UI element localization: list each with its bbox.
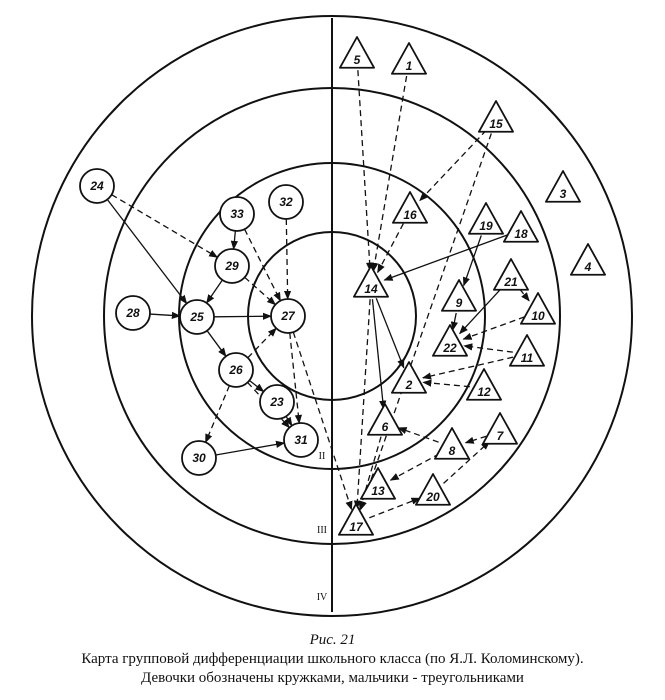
edge-21-10	[520, 289, 529, 301]
girl-node-32	[269, 185, 303, 219]
edge-23-31	[286, 416, 292, 425]
edge-17-20	[369, 498, 419, 518]
node-label: 16	[403, 208, 417, 222]
node-label: 12	[477, 385, 491, 399]
edge-8-6	[398, 428, 438, 442]
node-label: 8	[448, 444, 456, 458]
girl-node-31	[284, 423, 318, 457]
node-label: 32	[279, 195, 293, 209]
boy-node-9	[442, 280, 476, 311]
caption-line-2: Девочки обозначены кружками, мальчики - треугольниками	[141, 670, 524, 686]
node-label: 22	[443, 341, 457, 355]
boy-node-15	[479, 101, 513, 132]
boy-node-16	[393, 192, 427, 223]
boy-node-21	[494, 259, 528, 290]
boy-node-20	[416, 474, 450, 505]
edge-15-16	[420, 130, 486, 200]
girl-node-26	[219, 353, 253, 387]
node-label: 14	[364, 282, 378, 296]
boy-node-13	[361, 468, 395, 499]
boy-node-11	[510, 335, 544, 366]
edge-25-27	[214, 316, 271, 317]
node-label: 23	[270, 395, 284, 409]
edge-14-17	[357, 299, 370, 509]
nodes-layer	[80, 37, 605, 535]
node-label: 2	[405, 378, 413, 392]
girl-node-30	[182, 441, 216, 475]
girl-node-28	[116, 296, 150, 330]
node-label: 11	[520, 351, 534, 365]
node-label: 10	[531, 309, 545, 323]
girl-node-27	[271, 299, 305, 333]
figure-number: Рис. 21	[309, 632, 356, 648]
caption	[0, 630, 665, 688]
edge-12-2	[423, 382, 470, 386]
edge-9-22	[453, 313, 456, 330]
node-label: 30	[192, 451, 206, 465]
girl-node-24	[80, 169, 114, 203]
boy-node-2	[392, 362, 426, 393]
node-label: 7	[496, 429, 504, 443]
node-label: 29	[225, 259, 239, 273]
boy-node-7	[483, 413, 517, 444]
node-label: 28	[126, 306, 140, 320]
node-label: 31	[294, 433, 308, 447]
ring-label-iii: III	[317, 525, 327, 536]
edge-28-25	[150, 314, 180, 316]
edge-26-30	[206, 386, 230, 443]
boy-node-19	[469, 203, 503, 234]
edge-11-22	[464, 346, 513, 352]
boy-node-4	[571, 244, 605, 275]
node-label: 9	[455, 296, 463, 310]
node-label: 26	[229, 363, 243, 377]
boy-node-18	[504, 211, 538, 242]
node-label: 15	[489, 117, 503, 131]
boy-node-1	[392, 43, 426, 74]
boy-node-17	[339, 504, 373, 535]
edge-18-14	[384, 235, 507, 280]
node-label: 18	[514, 227, 528, 241]
boy-node-14	[354, 266, 388, 297]
girl-node-25	[180, 300, 214, 334]
caption-line-1: Карта групповой дифференциации школьного класса (по Я.Л. Коломинскому).	[81, 651, 584, 667]
edge-14-2	[376, 298, 404, 368]
ring-label-iv: IV	[316, 592, 328, 603]
edge-11-2	[423, 357, 513, 378]
edge-33-27	[245, 229, 281, 301]
node-label: 3	[559, 187, 567, 201]
boy-node-3	[546, 171, 580, 202]
edge-29-25	[207, 280, 223, 303]
boy-node-5	[340, 37, 374, 68]
node-label: 19	[479, 219, 493, 233]
node-label: 33	[230, 207, 244, 221]
edge-15-17	[361, 133, 492, 509]
node-label: 20	[426, 490, 440, 504]
edge-5-14	[358, 70, 370, 271]
node-label: 6	[381, 420, 389, 434]
edge-33-29	[234, 231, 236, 249]
node-label: 5	[353, 53, 361, 67]
edge-14-6	[372, 299, 383, 409]
node-label: 17	[349, 520, 363, 534]
node-label: 13	[371, 484, 385, 498]
girl-node-29	[215, 249, 249, 283]
boy-node-6	[368, 404, 402, 435]
girl-node-23	[260, 385, 294, 419]
edge-27-17	[293, 332, 351, 509]
node-label: 25	[190, 310, 204, 324]
node-label: 21	[504, 275, 518, 289]
ring-label-ii: II	[318, 451, 326, 462]
edge-32-27	[286, 219, 287, 299]
boy-node-12	[467, 369, 501, 400]
node-label: 27	[281, 309, 295, 323]
node-label: 24	[90, 179, 104, 193]
girl-node-33	[220, 197, 254, 231]
boy-node-22	[433, 325, 467, 356]
node-label: 1	[405, 59, 413, 73]
edge-25-26	[207, 331, 226, 357]
boy-node-8	[435, 428, 469, 459]
node-label: 4	[584, 260, 592, 274]
